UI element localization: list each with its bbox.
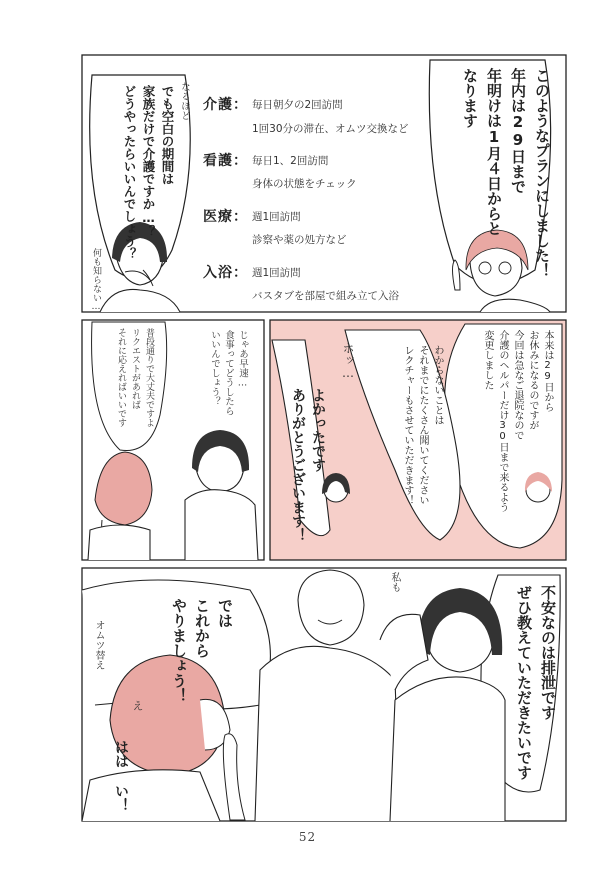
- plan-kaigo-line-2: 1回30分の滞在、オムツ交換など: [252, 123, 409, 135]
- plan-nyuyoku-label: 入浴：: [203, 265, 248, 281]
- plan-kaigo-line-1: 毎日朝夕の2回訪問: [252, 99, 343, 111]
- p3-nurse-line-4: 介護のヘルパーだけ30日まで来るよう: [497, 330, 508, 512]
- p3-nurse-line-5: 変更しました: [482, 330, 493, 390]
- nurse-speech-line-3: 年明けは1月４日からと: [485, 68, 503, 236]
- p3-nurse2-line-1: わからないことは: [432, 345, 443, 425]
- plan-kango-label: 看護：: [203, 153, 248, 169]
- nurse-handwritten-line-2: リクエストがあれば: [130, 328, 140, 409]
- plan-nyuyoku-line-1: 週1回訪問: [252, 267, 301, 279]
- p4-woman-line-2: ぜひ教えていただきたいです: [515, 585, 533, 780]
- p3-nurse2-line-2: それまでにたくさん聞いてください: [417, 345, 428, 505]
- nurse-speech-line-1: このようなプランにしました！: [533, 68, 551, 278]
- aside-naruhodo: なるほど: [179, 82, 190, 120]
- nurse-handwritten-line-1: 普段通りで大丈夫ですよ: [144, 328, 154, 427]
- woman-character-p2: [185, 430, 258, 560]
- p3-nurse-line-3: 今回は急なご退院なので: [512, 330, 523, 440]
- woman-handwritten-line-2: 食事ってどうしたら: [223, 330, 234, 416]
- p3-nurse-line-2: お休みになるのですが: [527, 330, 538, 430]
- plan-kaigo-label: 介護：: [203, 97, 248, 113]
- plan-kango-line-1: 毎日1、2回訪問: [252, 155, 329, 167]
- nurse-character-p2-back: [88, 452, 152, 560]
- p4-watashimo: 私も: [389, 572, 400, 592]
- woman-character-p4: [380, 588, 505, 821]
- woman-speech-line-1: でも空白の期間は: [160, 85, 175, 185]
- woman-speech-line-3: どうやったらいいんでしょう？: [122, 85, 137, 260]
- woman-speech-line-2: 家族だけで介護ですか…？: [141, 85, 156, 238]
- husband-character-p4: [255, 570, 400, 821]
- woman-handwritten-line-3: いいんでしょう？: [209, 330, 220, 406]
- p3-hotto: ホッ…: [341, 342, 355, 380]
- page-number: 52: [298, 830, 317, 844]
- nurse-speech-line-2: 年内は29日まで: [509, 68, 527, 194]
- p4-nurse-line-1: では: [216, 598, 234, 628]
- p4-omutsu-gae: オムツ替え: [93, 620, 104, 670]
- p4-hahai: はは い！: [113, 740, 129, 812]
- plan-nyuyoku-line-2: バスタブを部屋で組み立て入浴: [252, 290, 399, 302]
- p3-woman-line-2: ありがとうございます！: [290, 388, 306, 542]
- aside-nanimo-shiranai: 何も知らない…: [91, 248, 101, 312]
- woman-handwritten-line-1: じゃあ早速…: [237, 330, 248, 389]
- p4-woman-line-1: 不安なのは排泄です: [539, 585, 557, 720]
- plan-kango-line-2: 身体の状態をチェック: [252, 178, 357, 190]
- p3-nurse2-line-3: レクチャーもさせていただきます！: [402, 345, 413, 505]
- plan-iryo-line-2: 診察や薬の処方など: [252, 234, 347, 246]
- plan-iryo-line-1: 週1回訪問: [252, 211, 301, 223]
- p3-woman-line-1: よかったです: [310, 388, 326, 472]
- nurse-speech-line-4: なります: [461, 68, 479, 128]
- p4-nurse-line-3: やりましょう！: [170, 598, 188, 703]
- p3-nurse-line-1: 本来は29日から: [542, 330, 553, 412]
- nurse-handwritten-line-3: それに応えればいいです: [116, 328, 126, 427]
- p4-nurse-line-2: これから: [193, 598, 211, 658]
- plan-iryo-label: 医療：: [203, 209, 248, 225]
- p4-e: え: [131, 700, 144, 711]
